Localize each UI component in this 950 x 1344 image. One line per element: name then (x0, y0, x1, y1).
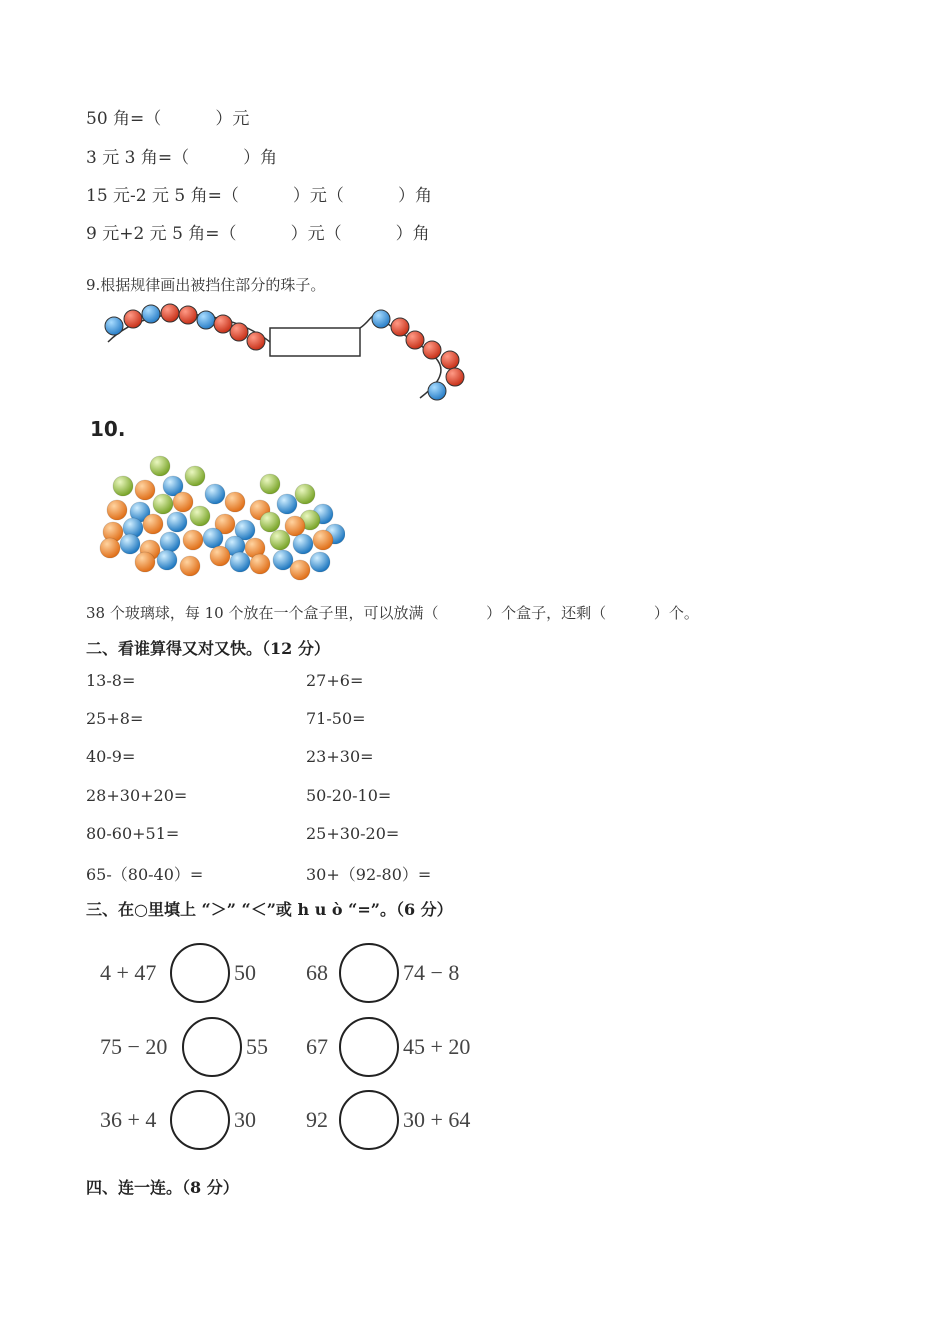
calc-right-5: 25+30-20= (306, 824, 400, 843)
blue-marble (160, 532, 180, 552)
red-bead (406, 331, 424, 349)
bead-string-illustration (0, 296, 470, 406)
green-marble (260, 474, 280, 494)
q9-text: 9.根据规律画出被挡住部分的珠子。 (86, 276, 326, 294)
red-bead (247, 332, 265, 350)
red-bead (423, 341, 441, 359)
section3-title: 三、在○里填上 “＞” “＜”或 h u ò “=”。（6 分） (86, 900, 453, 919)
calc-left-6: 65-（80-40）= (86, 865, 204, 884)
calc-left-2: 25+8= (86, 709, 144, 728)
blue-marble (273, 550, 293, 570)
calc-right-1: 27+6= (306, 671, 364, 690)
money-q4: 9 元+2 元 5 角=（ ）元（ ）角 (86, 224, 430, 244)
orange-marble (225, 492, 245, 512)
cmp-r2-b-left: 67 (306, 1034, 328, 1059)
calc-left-4: 28+30+20= (86, 786, 188, 805)
blue-marble (310, 552, 330, 572)
orange-marble (173, 492, 193, 512)
orange-marble (290, 560, 310, 580)
cmp-r1-a-right: 50 (234, 960, 256, 985)
orange-marble (313, 530, 333, 550)
red-bead (214, 315, 232, 333)
blue-marble (120, 534, 140, 554)
compare-circle-r3-a[interactable] (170, 1090, 230, 1150)
blue-marble (157, 550, 177, 570)
blue-bead (105, 317, 123, 335)
orange-marble (107, 500, 127, 520)
compare-circle-r2-a[interactable] (182, 1017, 242, 1077)
calc-right-4: 50-20-10= (306, 786, 392, 805)
red-bead (161, 304, 179, 322)
orange-marble (285, 516, 305, 536)
blue-bead (372, 310, 390, 328)
orange-marble (135, 552, 155, 572)
q10-number: 10. (90, 417, 126, 441)
green-marble (270, 530, 290, 550)
blue-marble (203, 528, 223, 548)
money-q3: 15 元-2 元 5 角=（ ）元（ ）角 (86, 186, 432, 206)
cmp-r1-b-left: 68 (306, 960, 328, 985)
orange-marble (135, 480, 155, 500)
calc-right-3: 23+30= (306, 747, 374, 766)
green-marble (150, 456, 170, 476)
red-bead (230, 323, 248, 341)
blue-bead (197, 311, 215, 329)
green-marble (113, 476, 133, 496)
green-marble (153, 494, 173, 514)
section4-title: 四、连一连。（8 分） (86, 1178, 239, 1197)
cmp-r1-a-left: 4 + 47 (100, 960, 157, 985)
orange-marble (210, 546, 230, 566)
red-bead (441, 351, 459, 369)
blue-bead (142, 305, 160, 323)
compare-circle-r3-b[interactable] (339, 1090, 399, 1150)
calc-right-6: 30+（92-80）= (306, 865, 432, 884)
compare-circle-r1-a[interactable] (170, 943, 230, 1003)
green-marble (295, 484, 315, 504)
red-bead (391, 318, 409, 336)
compare-circle-r1-b[interactable] (339, 943, 399, 1003)
money-q1: 50 角=（ ）元 (86, 109, 250, 129)
blue-marble (277, 494, 297, 514)
cmp-r3-b-right: 30 + 64 (403, 1107, 471, 1132)
q10-text: 38 个玻璃球，每 10 个放在一个盒子里，可以放满（ ）个盒子，还剩（ ）个。 (86, 604, 699, 622)
cmp-r3-a-right: 30 (234, 1107, 256, 1132)
blue-bead (428, 382, 446, 400)
cmp-r2-a-left: 75 − 20 (100, 1034, 168, 1059)
cmp-r2-a-right: 55 (246, 1034, 268, 1059)
section2-title: 二、看谁算得又对又快。（12 分） (86, 639, 330, 658)
cmp-r3-b-left: 92 (306, 1107, 328, 1132)
compare-circle-r2-b[interactable] (339, 1017, 399, 1077)
blue-marble (293, 534, 313, 554)
cmp-r3-a-left: 36 + 4 (100, 1107, 157, 1132)
blue-marble (167, 512, 187, 532)
orange-marble (100, 538, 120, 558)
calc-right-2: 71-50= (306, 709, 366, 728)
red-bead (446, 368, 464, 386)
hidden-beads-box (270, 328, 360, 356)
orange-marble (180, 556, 200, 576)
calc-left-3: 40-9= (86, 747, 136, 766)
green-marble (185, 466, 205, 486)
red-bead (179, 306, 197, 324)
calc-left-5: 80-60+51= (86, 824, 180, 843)
green-marble (260, 512, 280, 532)
blue-marble (205, 484, 225, 504)
orange-marble (250, 554, 270, 574)
money-q2: 3 元 3 角=（ ）角 (86, 148, 278, 168)
orange-marble (183, 530, 203, 550)
green-marble (190, 506, 210, 526)
blue-marble (230, 552, 250, 572)
red-bead (124, 310, 142, 328)
cmp-r1-b-right: 74 − 8 (403, 960, 460, 985)
calc-left-1: 13-8= (86, 671, 136, 690)
glass-marbles-illustration (95, 452, 345, 582)
cmp-r2-b-right: 45 + 20 (403, 1034, 471, 1059)
orange-marble (143, 514, 163, 534)
